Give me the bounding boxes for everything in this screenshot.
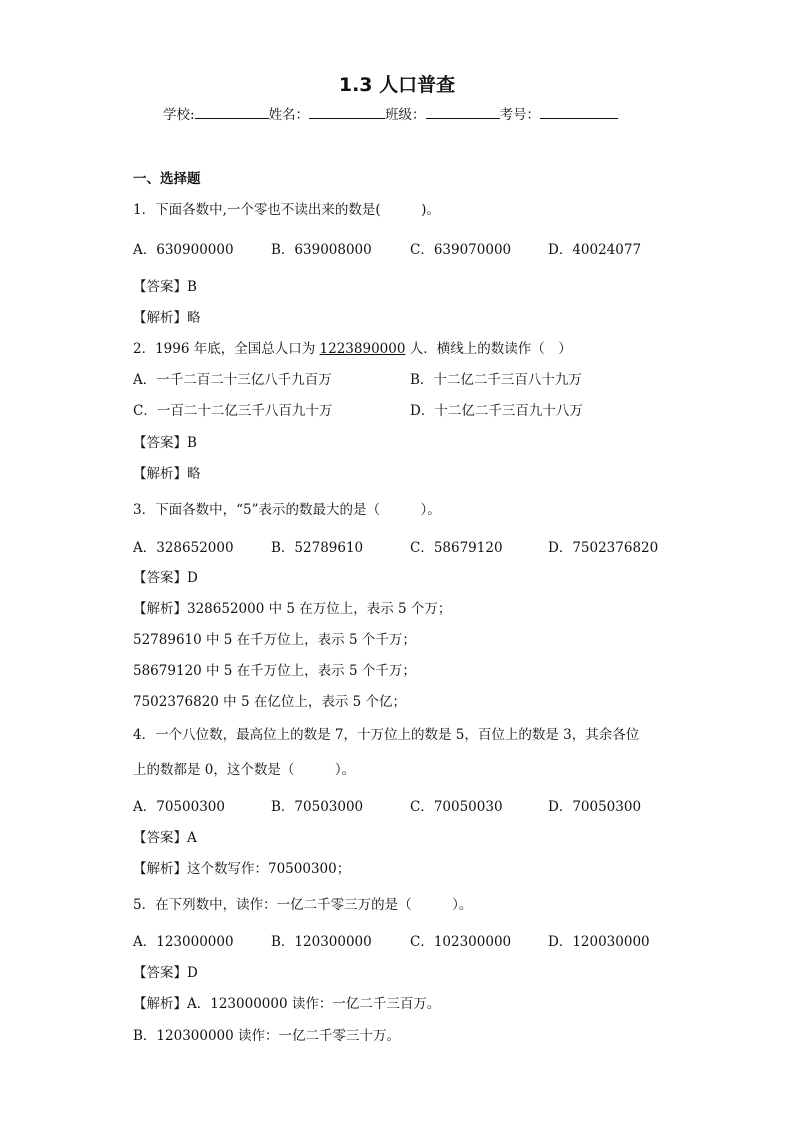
question-5-option-d[interactable]: D．120030000 bbox=[548, 934, 650, 950]
name-blank[interactable] bbox=[309, 105, 385, 119]
question-1-option-a[interactable]: A．630900000 bbox=[133, 242, 234, 258]
question-2-stem-post: 人．横线上的数读作（ ） bbox=[405, 341, 572, 357]
question-3-analysis-line-3: 58679120 中 5 在千万位上，表示 5 个千万； bbox=[133, 663, 416, 679]
exam-number-blank[interactable] bbox=[540, 105, 618, 119]
question-1-option-d[interactable]: D．40024077 bbox=[548, 242, 642, 258]
question-2-option-b[interactable]: B．十二亿二千三百八十九万 bbox=[410, 372, 582, 388]
question-5-option-c[interactable]: C．102300000 bbox=[410, 934, 512, 950]
question-4-analysis: 【解析】这个数写作：70500300； bbox=[133, 861, 351, 877]
question-4-answer: 【答案】A bbox=[133, 830, 197, 846]
question-3-option-d[interactable]: D．7502376820 bbox=[548, 540, 659, 556]
student-info-line bbox=[163, 103, 618, 123]
question-5-stem: 5．在下列数中，读作：一亿二千零三万的是（ ）。 bbox=[133, 897, 473, 913]
name-label: 姓名： bbox=[268, 107, 310, 123]
question-2-stem-pre: 2．1996 年底，全国总人口为 bbox=[133, 341, 320, 357]
question-4-option-c[interactable]: C．70050030 bbox=[410, 799, 503, 815]
question-2-stem bbox=[133, 337, 572, 357]
question-2-answer: 【答案】B bbox=[133, 435, 197, 451]
question-1-answer: 【答案】B bbox=[133, 279, 197, 295]
question-5-answer: 【答案】D bbox=[133, 965, 198, 981]
question-5-option-a[interactable]: A．123000000 bbox=[133, 934, 234, 950]
question-3-analysis-line-1: 【解析】328652000 中 5 在万位上，表示 5 个万； bbox=[133, 601, 452, 617]
question-2-analysis: 【解析】略 bbox=[133, 466, 201, 482]
question-3-option-b[interactable]: B．52789610 bbox=[271, 540, 364, 556]
question-4-option-d[interactable]: D．70050300 bbox=[548, 799, 642, 815]
question-4-option-a[interactable]: A．70500300 bbox=[133, 799, 225, 815]
question-3-stem: 3．下面各数中，“5”表示的数最大的是（ ）。 bbox=[133, 502, 441, 518]
question-2-underlined-number: 1223890000 bbox=[319, 341, 406, 357]
question-3-option-c[interactable]: C．58679120 bbox=[410, 540, 503, 556]
question-3-analysis-line-4: 7502376820 中 5 在亿位上，表示 5 个亿； bbox=[133, 694, 407, 710]
question-1-stem: 1．下面各数中,一个零也不读出来的数是( )。 bbox=[133, 202, 440, 218]
question-2-option-a[interactable]: A．一千二百二十三亿八千九百万 bbox=[133, 372, 332, 388]
question-1-option-c[interactable]: C．639070000 bbox=[410, 242, 512, 258]
question-4-stem-line-2: 上的数都是 0，这个数是（ ）。 bbox=[133, 762, 356, 778]
question-1-option-b[interactable]: B．639008000 bbox=[271, 242, 372, 258]
class-blank[interactable] bbox=[426, 105, 500, 119]
class-label: 班级： bbox=[385, 107, 426, 123]
question-5-option-b[interactable]: B．120300000 bbox=[271, 934, 372, 950]
question-4-option-b[interactable]: B．70503000 bbox=[271, 799, 364, 815]
question-4-stem-line-1: 4．一个八位数，最高位上的数是 7，十万位上的数是 5，百位上的数是 3，其余各位 bbox=[133, 727, 640, 743]
school-blank[interactable] bbox=[195, 105, 269, 119]
exam-number-label: 考号： bbox=[499, 107, 541, 123]
question-3-option-a[interactable]: A．328652000 bbox=[133, 540, 234, 556]
question-5-analysis-line-1: 【解析】A．123000000 读作：一亿二千三百万。 bbox=[133, 996, 441, 1012]
question-2-option-d[interactable]: D．十二亿二千三百九十八万 bbox=[410, 403, 583, 419]
question-1-analysis: 【解析】略 bbox=[133, 310, 201, 326]
section-heading: 一、选择题 bbox=[133, 171, 201, 187]
question-3-analysis-line-2: 52789610 中 5 在千万位上，表示 5 个千万； bbox=[133, 632, 416, 648]
page-title: 1.3 人口普查 bbox=[338, 74, 456, 96]
school-label: 学校: bbox=[163, 107, 195, 123]
question-2-option-c[interactable]: C．一百二十二亿三千八百九十万 bbox=[133, 403, 333, 419]
question-5-analysis-line-2: B．120300000 读作：一亿二千零三十万。 bbox=[133, 1028, 401, 1044]
question-3-answer: 【答案】D bbox=[133, 570, 198, 586]
